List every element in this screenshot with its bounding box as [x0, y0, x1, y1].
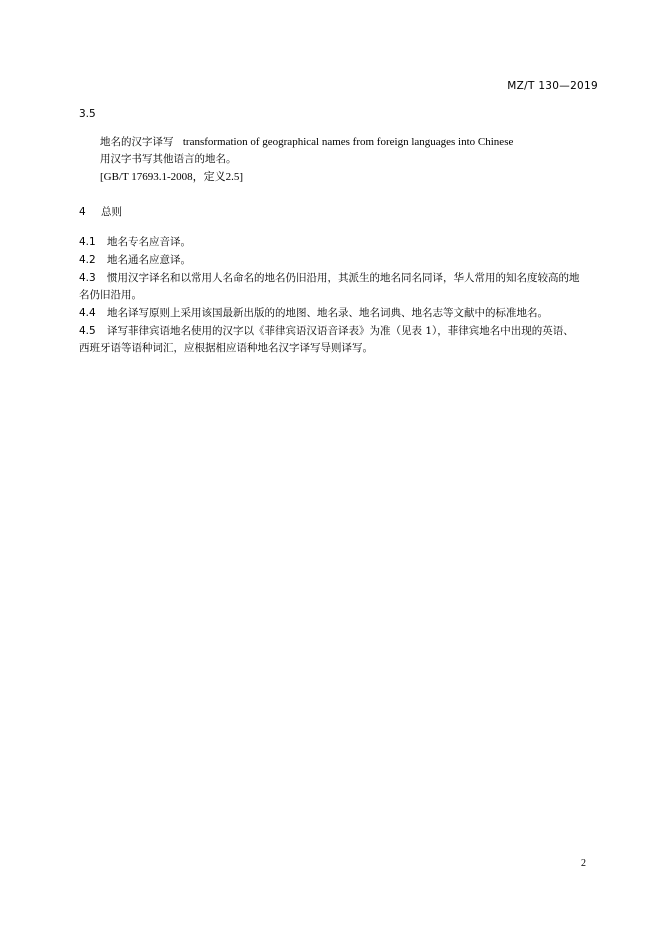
term-number: 3.5: [79, 108, 96, 120]
clause-number: 4.5: [79, 325, 96, 337]
clause-text: 惯用汉字译名和以常用人名命名的地名仍旧沿用，其派生的地名同名同译，华人常用的知名度较高的地名仍旧沿用。: [79, 272, 580, 301]
page-number: 2: [581, 858, 586, 869]
clause-item: [79, 252, 583, 269]
clause-number: 4.4: [79, 307, 96, 319]
clause-item: [79, 305, 583, 322]
term-reference: [GB/T 17693.1-2008，定义2.5]: [100, 171, 244, 183]
clause-text: 地名译写原则上采用该国最新出版的的地图、地名录、地名词典、地名志等文献中的标准地名。: [107, 307, 548, 319]
clause-item: [79, 234, 583, 251]
clause-item: [79, 270, 583, 304]
clause-text: 译写菲律宾语地名使用的汉字以《菲律宾语汉语音译表》为准（见表 1），菲律宾地名中出现的英语、西班牙语等语种词汇，应根据相应语种地名汉字译写导则译写。: [79, 325, 574, 354]
section-title: 总则: [101, 206, 123, 218]
term-definition: 用汉字书写其他语言的地名。: [100, 153, 237, 165]
clause-number: 4.1: [79, 236, 96, 248]
clause-number: 4.3: [79, 272, 96, 284]
term-name-en: transformation of geographical names from foreign languages into Chinese: [182, 136, 514, 148]
clause-item: [79, 323, 583, 357]
clause-text: 地名专名应音译。: [107, 236, 191, 248]
section-number: 4: [79, 206, 86, 218]
standard-code: MZ/T 130—2019: [507, 80, 598, 92]
clause-number: 4.2: [79, 254, 96, 266]
clause-text: 地名通名应意译。: [107, 254, 191, 266]
section-heading: [79, 204, 122, 219]
term-heading: [100, 134, 513, 149]
term-name-zh: 地名的汉字译写: [100, 136, 174, 148]
